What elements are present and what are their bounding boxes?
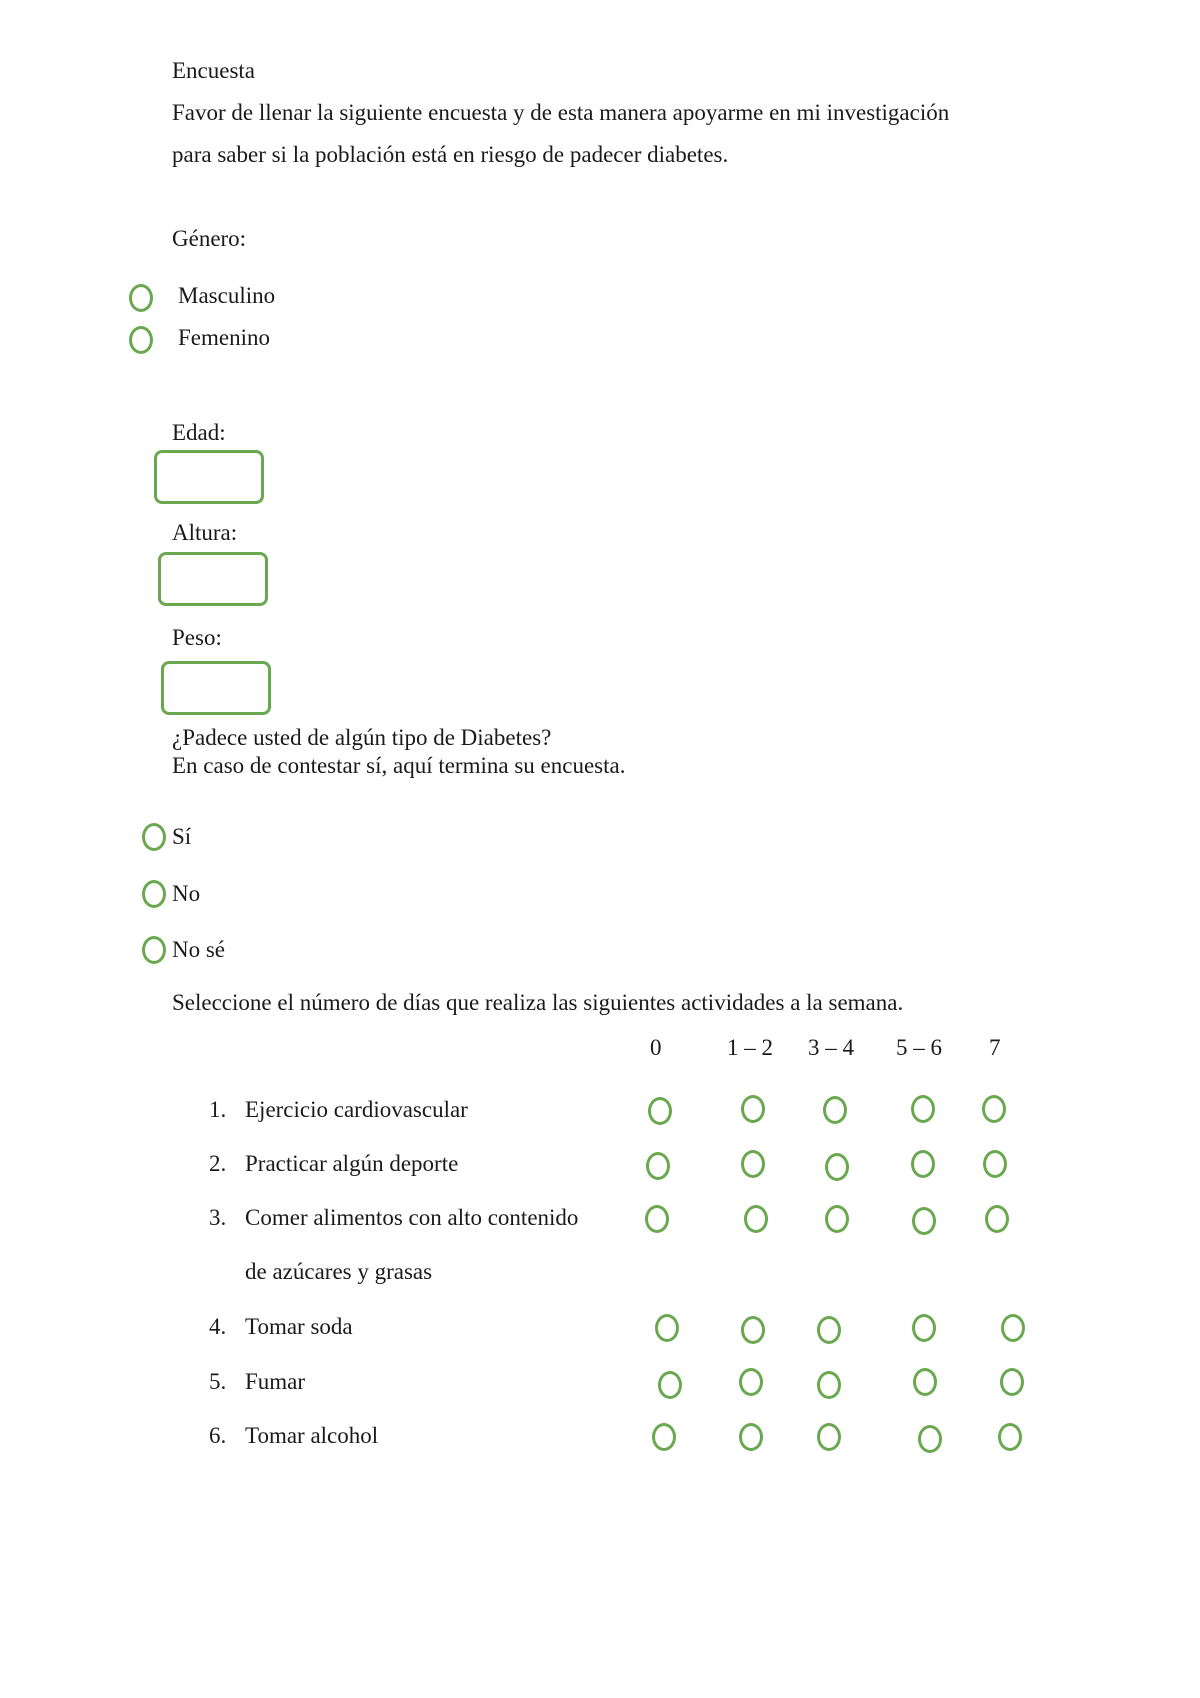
item-6-radio-0[interactable] (652, 1423, 676, 1451)
item-4-number: 4. (209, 1314, 227, 1339)
column-header-5-6: 5 – 6 (896, 1035, 942, 1060)
item-5-radio-5-6[interactable] (913, 1368, 937, 1396)
item-6-number: 6. (209, 1423, 227, 1448)
item-4-radio-7[interactable] (1001, 1314, 1025, 1342)
item-2-radio-1-2[interactable] (741, 1150, 765, 1178)
height-input[interactable] (158, 552, 268, 606)
item-2-text: Practicar algún deporte (245, 1151, 459, 1176)
intro-line-1: Favor de llenar la siguiente encuesta y de esta manera apoyarme en mi investigación (172, 100, 950, 125)
diabetes-no-radio[interactable] (142, 880, 166, 908)
diabetes-nose-radio[interactable] (142, 936, 166, 964)
item-2-number: 2. (209, 1151, 227, 1176)
activities-instruction: Seleccione el número de días que realiza las siguientes actividades a la semana. (172, 990, 904, 1015)
item-3-number: 3. (209, 1205, 227, 1230)
item-6-text: Tomar alcohol (245, 1423, 379, 1448)
item-5-radio-1-2[interactable] (739, 1368, 763, 1396)
item-1-number: 1. (209, 1097, 227, 1122)
diabetes-si-radio[interactable] (142, 823, 166, 851)
gender-masculino-label: Masculino (178, 283, 276, 308)
column-header-7: 7 (989, 1035, 1001, 1060)
item-6-radio-5-6[interactable] (918, 1425, 942, 1453)
item-3-radio-3-4[interactable] (825, 1205, 849, 1233)
item-3-radio-0[interactable] (645, 1205, 669, 1233)
gender-label: Género: (172, 226, 247, 251)
item-3-radio-1-2[interactable] (744, 1205, 768, 1233)
item-1-radio-5-6[interactable] (911, 1095, 935, 1123)
item-6-radio-3-4[interactable] (817, 1423, 841, 1451)
item-2-radio-0[interactable] (646, 1152, 670, 1180)
item-6-radio-1-2[interactable] (739, 1423, 763, 1451)
gender-femenino-radio[interactable] (129, 326, 153, 354)
age-input[interactable] (154, 450, 264, 504)
column-header-0: 0 (650, 1035, 662, 1060)
gender-femenino-label: Femenino (178, 325, 270, 350)
item-2-radio-3-4[interactable] (825, 1153, 849, 1181)
item-3-radio-7[interactable] (985, 1205, 1009, 1233)
weight-label: Peso: (172, 625, 222, 650)
item-5-radio-7[interactable] (1000, 1368, 1024, 1396)
item-3-text: Comer alimentos con alto contenido (245, 1205, 579, 1230)
diabetes-si-label: Sí (172, 824, 192, 849)
weight-input[interactable] (161, 661, 271, 715)
item-4-radio-0[interactable] (655, 1314, 679, 1342)
item-2-radio-5-6[interactable] (911, 1150, 935, 1178)
item-2-radio-7[interactable] (983, 1150, 1007, 1178)
item-4-radio-5-6[interactable] (912, 1314, 936, 1342)
item-5-radio-0[interactable] (658, 1371, 682, 1399)
item-5-radio-3-4[interactable] (817, 1371, 841, 1399)
item-4-text: Tomar soda (245, 1314, 353, 1339)
column-header-1-2: 1 – 2 (727, 1035, 773, 1060)
item-3-text-line-2: de azúcares y grasas (245, 1259, 433, 1284)
item-4-radio-3-4[interactable] (817, 1316, 841, 1344)
item-1-radio-1-2[interactable] (741, 1095, 765, 1123)
item-5-number: 5. (209, 1369, 227, 1394)
item-4-radio-1-2[interactable] (741, 1316, 765, 1344)
gender-masculino-radio[interactable] (129, 284, 153, 312)
item-1-radio-0[interactable] (648, 1097, 672, 1125)
item-1-text: Ejercicio cardiovascular (245, 1097, 468, 1122)
height-label: Altura: (172, 520, 238, 545)
column-header-3-4: 3 – 4 (808, 1035, 854, 1060)
item-6-radio-7[interactable] (998, 1423, 1022, 1451)
diabetes-nose-label: No sé (172, 937, 226, 962)
survey-title: Encuesta (172, 58, 256, 83)
item-5-text: Fumar (245, 1369, 306, 1394)
diabetes-note: En caso de contestar sí, aquí termina su encuesta. (172, 753, 626, 778)
diabetes-question: ¿Padece usted de algún tipo de Diabetes? (172, 725, 552, 750)
diabetes-no-label: No (172, 881, 201, 906)
item-3-radio-5-6[interactable] (912, 1207, 936, 1235)
age-label: Edad: (172, 420, 226, 445)
item-1-radio-7[interactable] (982, 1095, 1006, 1123)
item-1-radio-3-4[interactable] (823, 1096, 847, 1124)
intro-line-2: para saber si la población está en riesgo de padecer diabetes. (172, 142, 729, 167)
